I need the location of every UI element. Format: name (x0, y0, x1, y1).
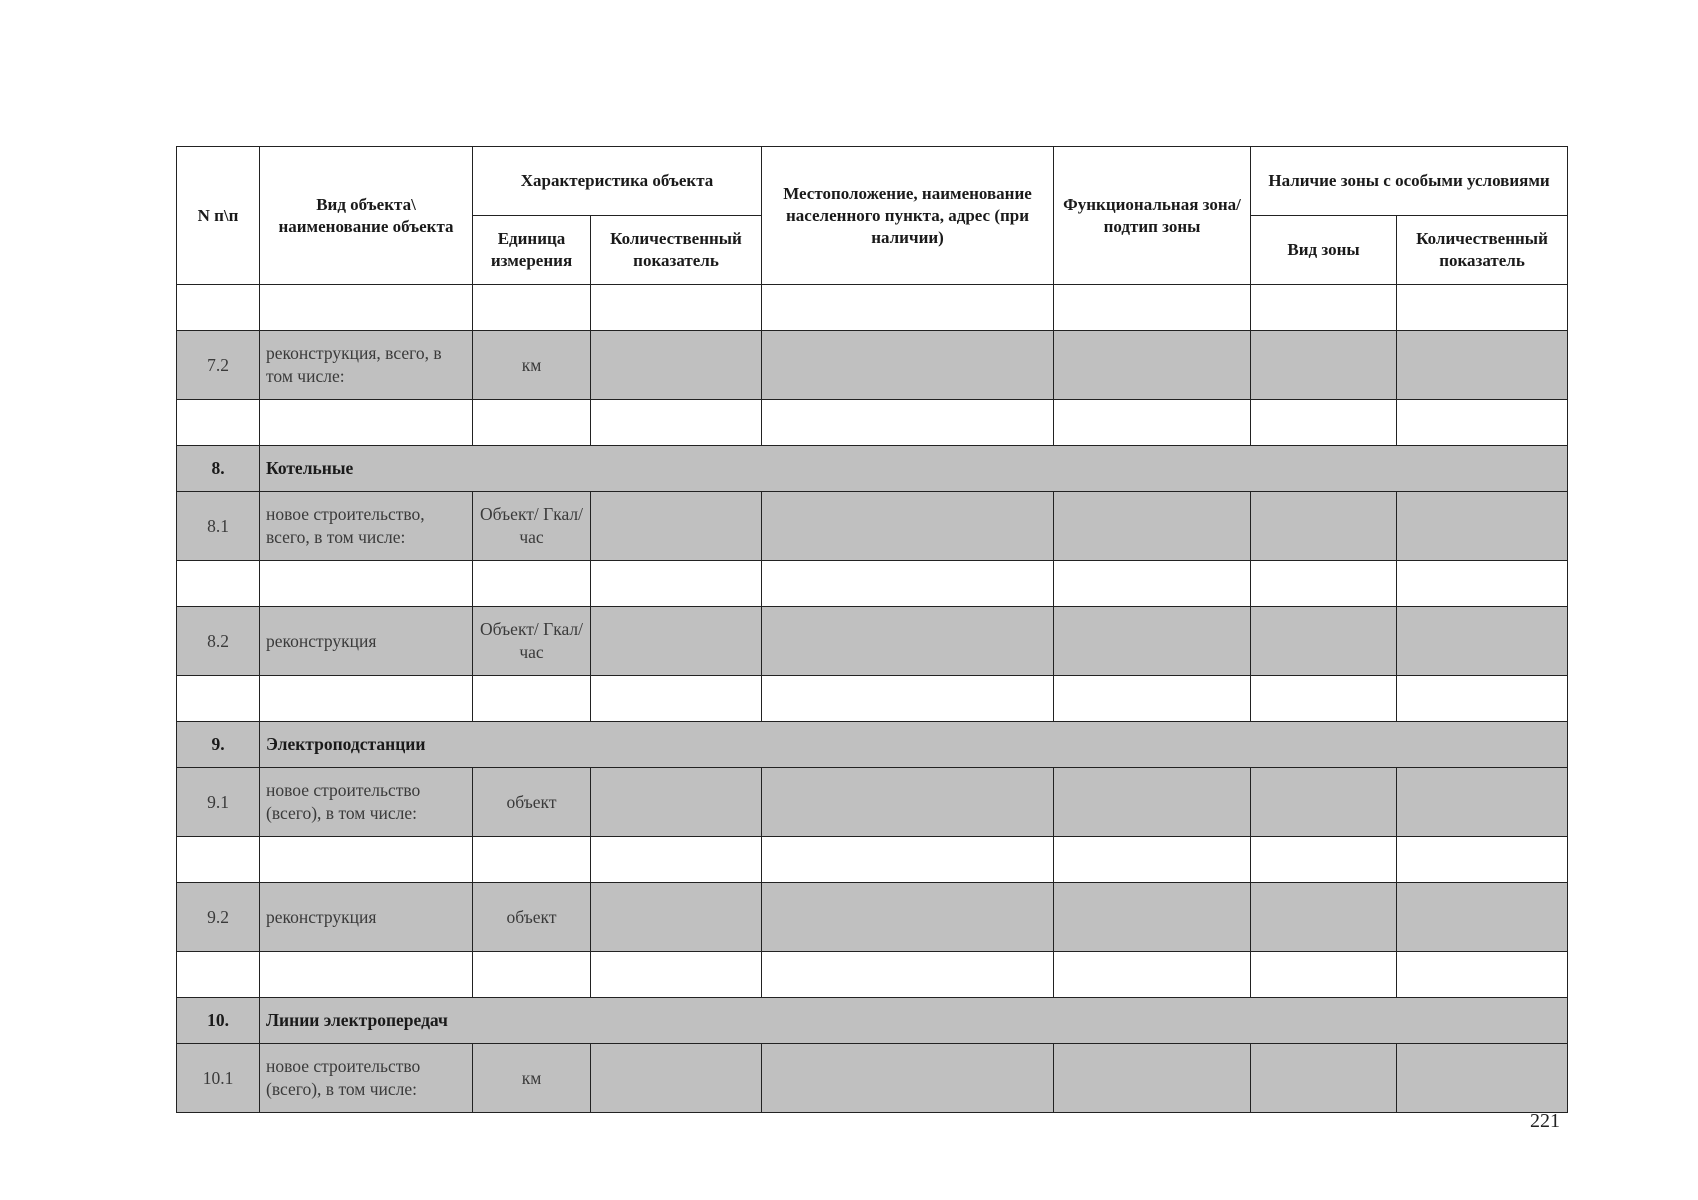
empty-cell (473, 400, 591, 446)
empty-cell (177, 561, 260, 607)
object-name: новое строительство (всего), в том числе: (260, 1044, 473, 1113)
empty-cell (591, 561, 762, 607)
header-zone-quantity: Количественный показатель (1397, 216, 1568, 285)
header-characteristic: Характеристика объекта (473, 147, 762, 216)
row-number: 8.2 (177, 607, 260, 676)
empty-cell (591, 607, 762, 676)
empty-cell (591, 400, 762, 446)
unit-cell: объект (473, 883, 591, 952)
unit-cell: Объект/ Гкал/час (473, 492, 591, 561)
section-row (177, 722, 1568, 768)
empty-cell (762, 607, 1054, 676)
empty-cell (1397, 400, 1568, 446)
page-number: 221 (1530, 1110, 1560, 1132)
blank-row (177, 952, 1568, 998)
empty-cell (591, 952, 762, 998)
empty-cell (762, 676, 1054, 722)
empty-cell (473, 561, 591, 607)
row-number: 9.2 (177, 883, 260, 952)
header-zone-type: Вид зоны (1251, 216, 1397, 285)
empty-cell (591, 837, 762, 883)
empty-cell (177, 952, 260, 998)
empty-cell (762, 837, 1054, 883)
empty-cell (1397, 676, 1568, 722)
empty-cell (1054, 331, 1251, 400)
empty-cell (1397, 952, 1568, 998)
table-row (177, 883, 1568, 952)
table-row (177, 492, 1568, 561)
empty-cell (1054, 883, 1251, 952)
empty-cell (762, 561, 1054, 607)
empty-cell (473, 676, 591, 722)
header-object-type: Вид объекта\ наименование объекта (260, 147, 473, 285)
section-row (177, 998, 1568, 1044)
object-name: новое строительство (всего), в том числе: (260, 768, 473, 837)
table-row (177, 768, 1568, 837)
empty-cell (591, 492, 762, 561)
empty-cell (762, 400, 1054, 446)
table-body (177, 285, 1568, 1113)
unit-cell: Объект/ Гкал/час (473, 607, 591, 676)
empty-cell (1054, 676, 1251, 722)
blank-row (177, 676, 1568, 722)
empty-cell (260, 676, 473, 722)
empty-cell (260, 285, 473, 331)
empty-cell (591, 676, 762, 722)
blank-row (177, 285, 1568, 331)
table-row (177, 331, 1568, 400)
empty-cell (1251, 492, 1397, 561)
empty-cell (1054, 285, 1251, 331)
unit-cell: км (473, 331, 591, 400)
empty-cell (1397, 1044, 1568, 1113)
header-num: N п\п (177, 147, 260, 285)
object-name: реконструкция (260, 883, 473, 952)
empty-cell (762, 285, 1054, 331)
section-number: 9. (177, 722, 260, 768)
empty-cell (1397, 607, 1568, 676)
section-title: Котельные (260, 446, 1568, 492)
header-special-zone: Наличие зоны с особыми условиями (1251, 147, 1568, 216)
section-title: Электроподстанции (260, 722, 1568, 768)
empty-cell (1054, 492, 1251, 561)
row-number: 9.1 (177, 768, 260, 837)
empty-cell (1251, 285, 1397, 331)
row-number: 8.1 (177, 492, 260, 561)
blank-row (177, 561, 1568, 607)
section-title: Линии электропередач (260, 998, 1568, 1044)
empty-cell (591, 331, 762, 400)
capital-objects-table (176, 146, 1568, 1113)
empty-cell (1251, 768, 1397, 837)
header-quantity: Количественный показатель (591, 216, 762, 285)
empty-cell (1397, 768, 1568, 837)
unit-cell: объект (473, 768, 591, 837)
empty-cell (762, 768, 1054, 837)
section-row (177, 446, 1568, 492)
empty-cell (260, 561, 473, 607)
empty-cell (1251, 400, 1397, 446)
object-name: реконструкция, всего, в том числе: (260, 331, 473, 400)
empty-cell (1251, 331, 1397, 400)
empty-cell (1054, 952, 1251, 998)
empty-cell (473, 837, 591, 883)
empty-cell (260, 952, 473, 998)
empty-cell (1397, 883, 1568, 952)
object-name: реконструкция (260, 607, 473, 676)
empty-cell (1397, 837, 1568, 883)
empty-cell (1054, 1044, 1251, 1113)
table-row (177, 607, 1568, 676)
empty-cell (591, 1044, 762, 1113)
empty-cell (591, 883, 762, 952)
empty-cell (1397, 561, 1568, 607)
header-unit: Единица измерения (473, 216, 591, 285)
empty-cell (762, 883, 1054, 952)
empty-cell (1054, 400, 1251, 446)
empty-cell (473, 285, 591, 331)
row-number: 10.1 (177, 1044, 260, 1113)
empty-cell (1251, 952, 1397, 998)
empty-cell (762, 492, 1054, 561)
empty-cell (1054, 607, 1251, 676)
empty-cell (591, 285, 762, 331)
empty-cell (1397, 331, 1568, 400)
empty-cell (260, 400, 473, 446)
empty-cell (1054, 768, 1251, 837)
empty-cell (591, 768, 762, 837)
row-number: 7.2 (177, 331, 260, 400)
header-functional-zone: Функциональная зона/ подтип зоны (1054, 147, 1251, 285)
empty-cell (260, 837, 473, 883)
empty-cell (1251, 883, 1397, 952)
blank-row (177, 400, 1568, 446)
empty-cell (1397, 492, 1568, 561)
object-name: новое строительство, всего, в том числе: (260, 492, 473, 561)
empty-cell (762, 331, 1054, 400)
empty-cell (1054, 561, 1251, 607)
empty-cell (1397, 285, 1568, 331)
empty-cell (1251, 607, 1397, 676)
empty-cell (1054, 837, 1251, 883)
section-number: 10. (177, 998, 260, 1044)
header-location: Местоположение, наименование населенного пункта, адрес (при наличии) (762, 147, 1054, 285)
table-row (177, 1044, 1568, 1113)
empty-cell (1251, 837, 1397, 883)
empty-cell (177, 676, 260, 722)
empty-cell (762, 952, 1054, 998)
empty-cell (1251, 561, 1397, 607)
empty-cell (1251, 676, 1397, 722)
section-number: 8. (177, 446, 260, 492)
empty-cell (762, 1044, 1054, 1113)
empty-cell (177, 837, 260, 883)
empty-cell (1251, 1044, 1397, 1113)
empty-cell (177, 400, 260, 446)
empty-cell (177, 285, 260, 331)
empty-cell (473, 952, 591, 998)
unit-cell: км (473, 1044, 591, 1113)
blank-row (177, 837, 1568, 883)
